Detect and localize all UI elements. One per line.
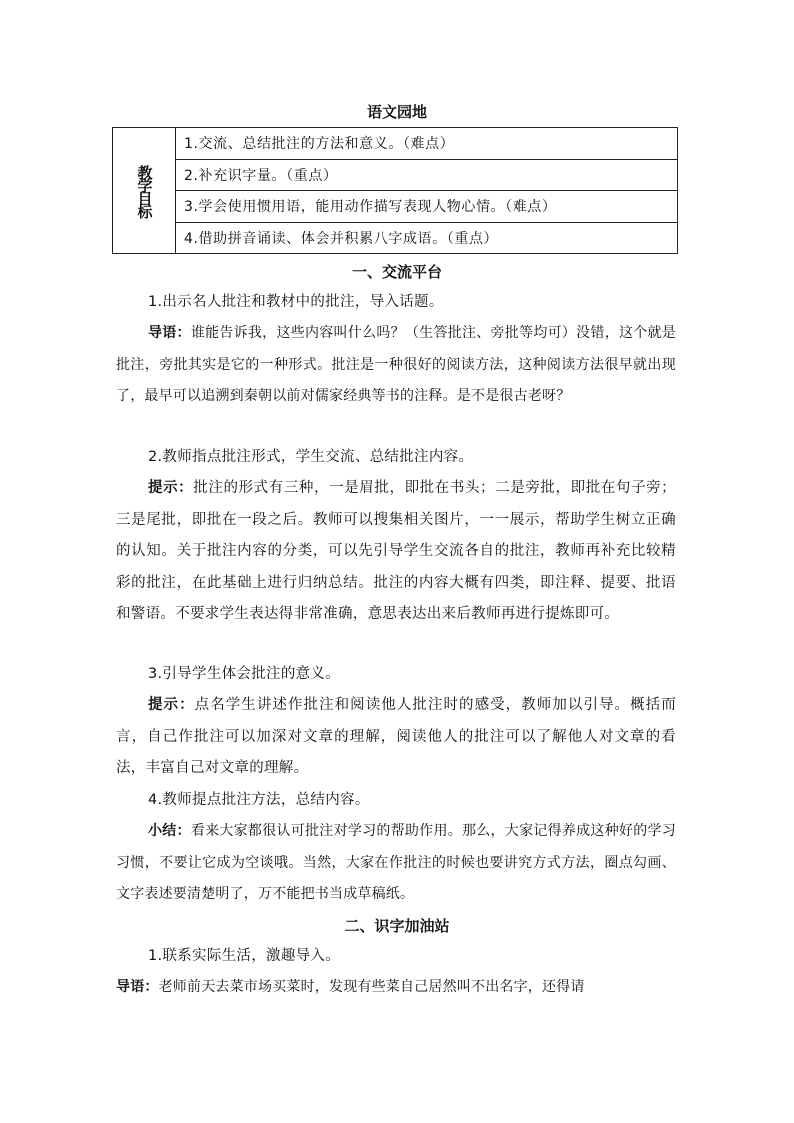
summary-text: 看来大家都很认可批注对学习的帮助作用。那么，大家记得养成这种好的学习习惯，不要让它成为空谈哦。当然，大家在作批注的时候也要讲究方式方法，圈点勾画、文字表述要清楚明了，万不能把书当成草稿纸。: [116, 823, 676, 902]
guide-label: 导语：: [148, 325, 191, 341]
guide-label: 导语：: [116, 979, 159, 995]
guide-paragraph: [116, 318, 676, 413]
section-title-literacy: 二、识字加油站: [344, 917, 450, 935]
step-paragraph: 3.引导学生体会批注的意义。: [148, 666, 341, 682]
teaching-goals-table: [112, 127, 678, 254]
tip-label: 提示：: [148, 480, 194, 496]
step-paragraph: 2.教师指点批注形式，学生交流、总结批注内容。: [148, 449, 474, 465]
summary-paragraph: [116, 816, 676, 911]
guide-text: 老师前天去菜市场买菜时，发现有些菜自己居然叫不出名字，还得请: [158, 979, 585, 995]
goals-label-cell: [113, 128, 176, 253]
goal-item: 3.学会使用惯用语，能用动作描写表现人物心情。（难点）: [176, 191, 677, 223]
tip-text: 点名学生讲述作批注和阅读他人批注时的感受，教师加以引导。概括而言，自己作批注可以加深对文章的理解，阅读他人的批注可以了解他人对文章的看法，丰富自己对文章的理解。: [116, 697, 676, 776]
goal-item: 4.借助拼音诵读、体会并积累八字成语。（重点）: [184, 230, 499, 247]
tip-paragraph: [116, 473, 676, 631]
summary-label: 小结：: [148, 823, 191, 839]
section-title-exchange: 一、交流平台: [351, 263, 442, 281]
goals-label: 教学目标: [135, 164, 154, 217]
tip-text: 批注的形式有三种，一是眉批，即批在书头；二是旁批，即批在句子旁；三是尾批，即批在一段之后。教师可以搜集相关图片，一一展示，帮助学生树立正确的认知。关于批注内容的分类，可以先引导学生交流各自的批注，教师再补充比较精彩的批注，在此基础上进行归纳总结。批注的内容大概有四类，即注释、提要、批语和警语。不要求学生表达得非常准确，意思表达出来后教师再进行提炼即可。: [116, 480, 676, 622]
goal-item: 2.补充识字量。（重点）: [176, 160, 677, 192]
goals-list: [176, 128, 677, 253]
tip-paragraph: [116, 690, 676, 785]
document-title: 语文园地: [366, 103, 427, 121]
guide-text: 谁能告诉我，这些内容叫什么吗？（生答批注、旁批等均可）没错，这个就是批注，旁批其实是它的一种形式。批注是一种很好的阅读方法，这种阅读方法很早就出现了，最早可以追溯到秦朝以前对儒家经典等书的注释。是不是很古老呀？: [116, 325, 676, 404]
goal-item: 1.交流、总结批注的方法和意义。（难点）: [176, 128, 677, 160]
step-paragraph: 4.教师提点批注方法，总结内容。: [148, 792, 370, 808]
guide-paragraph: [116, 972, 676, 1004]
step-paragraph: 1.联系实际生活，激趣导入。: [148, 948, 341, 964]
step-paragraph: 1.出示名人批注和教材中的批注，导入话题。: [148, 294, 444, 310]
tip-label: 提示：: [148, 697, 195, 713]
